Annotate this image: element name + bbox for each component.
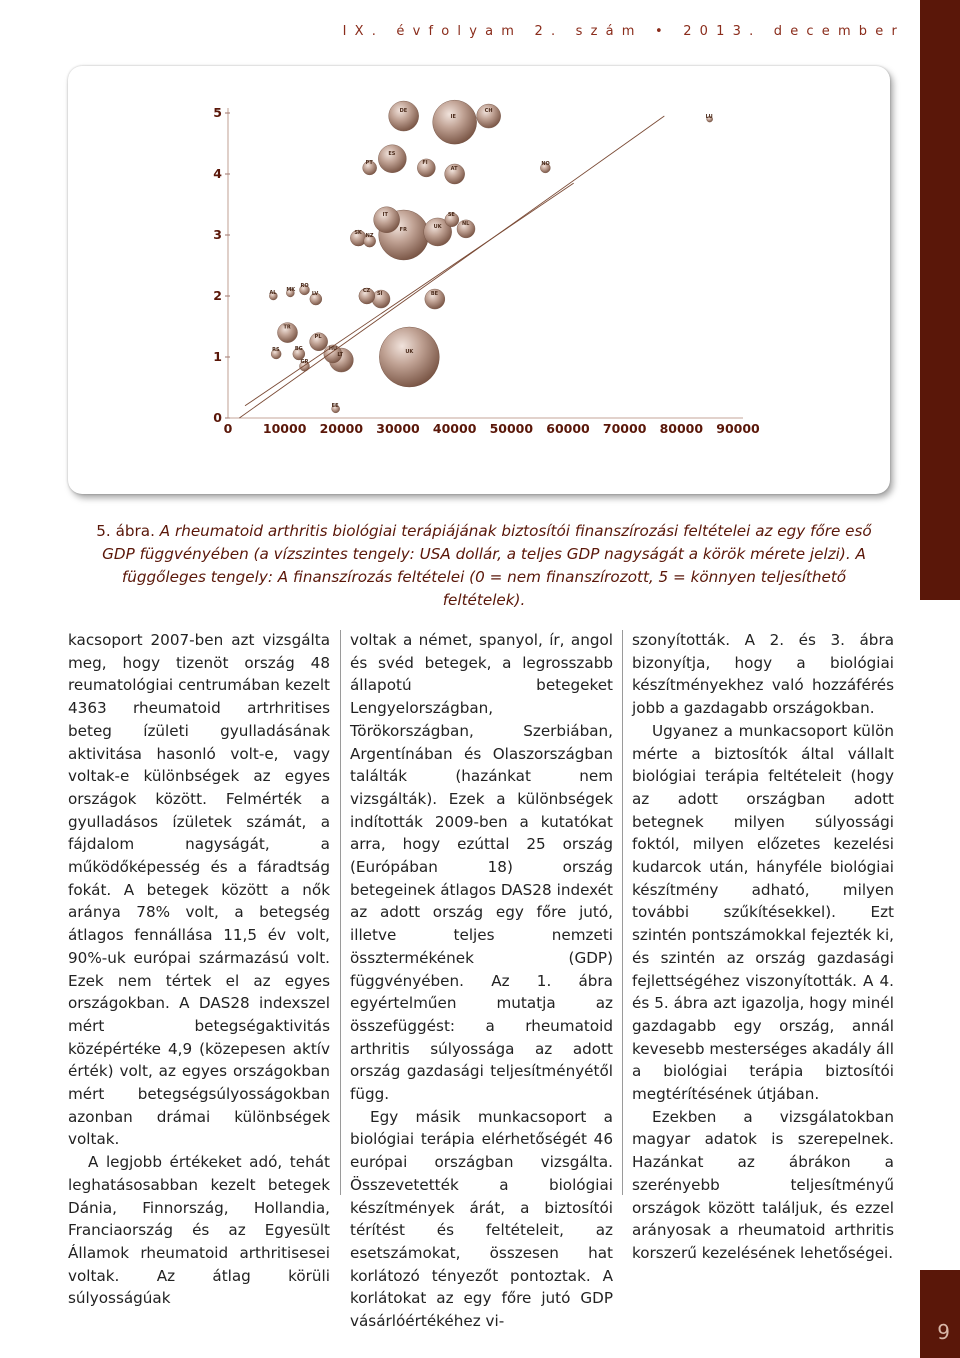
paragraph: kacsoport 2007-ben azt vizsgálta meg, hogy tizenöt ország 48 reumatológiai centrumában kezelt 4363 rheumatoid artrhritises beteg ízületi gyulladásának aktivitása hasonló volt-e, vagy voltak-e különbségek az egyes országok között. Felmérték a gyulladásos ízületek számát, a fájdalom nagyságát, a működőképesség és a fáradtság fokát. A betegek között a nők aránya 78% volt, a betegség átlagos fennállása 11,5 év volt, 90%-uk európai származású volt. Ezek nem tértek el az egyes országokban. A DAS28 indexszel mért betegségaktivitás középértéke 4,9 (közepesen aktív érték) volt, az egyes országokban mért betegségsúlyosságokban azonban drámai különbségek voltak. <box>68 631 330 1149</box>
figure-caption <box>84 520 884 612</box>
bubble-label-nl: NL <box>462 220 470 227</box>
bubble-label-fr: FR <box>399 227 407 233</box>
figure-caption-text: A rheumatoid arthritis biológiai terápiájának biztosítói finanszírozási feltételei az egy főre eső GDP függvényében (a vízszintes tengely: USA dollár, a teljes GDP nagyságát a körök mérete jelzi). A függőleges tengely: A finanszírozás feltételei (0 = nem finanszírozott, 5 = könnyen teljesíthető feltételek). <box>102 522 872 609</box>
x-tick-label: 70000 <box>602 421 647 436</box>
bubble-label-si: SI <box>377 291 383 298</box>
bubble-es <box>378 145 406 173</box>
bubble-label-no: NO <box>541 160 550 167</box>
x-tick-label: 50000 <box>489 421 534 436</box>
paragraph: voltak a német, spanyol, ír, angol és svéd betegek, a legrosszabb állapotú betegeket Lengyelországban, Törökországban, Szerbiában, Argentínában és Olaszországban találták (hazánkat nem vizsgálták). Ezek a különbségek indították 2009-ben a kutatókat arra, hogy ezúttal 25 ország (Európában 18) ország betegeinek átlagos DAS28 indexét az adott ország egy főre jutó, illetve teljes nemzeti össztermékének (GDP) függvényében. Az 1. ábra egyértelműen mutatja az összefüggést: a rheumatoid arthritis súlyossága az adott ország gazdasági teljesítményétől függ. <box>350 631 613 1104</box>
x-tick-label: 20000 <box>319 421 364 436</box>
bubble-label-hu: HU <box>328 345 338 352</box>
text-column-3 <box>632 629 894 1265</box>
y-tick-label: 1 <box>213 349 222 364</box>
bubble-it <box>374 207 400 233</box>
x-tick-label: 0 <box>223 421 233 436</box>
column-divider <box>622 630 623 1195</box>
bubble-label-pl: PL <box>314 333 322 340</box>
bubble-label-lu: LU <box>705 114 713 121</box>
figure-caption-label: 5. ábra. <box>96 522 155 540</box>
bubble-label-sk: SK <box>354 230 362 237</box>
bubble-label-ch: CH <box>484 108 493 115</box>
side-accent-bar <box>920 0 960 600</box>
bubble-label-es: ES <box>388 150 396 157</box>
journal-header: IX. évfolyam 2. szám • 2013. december <box>342 24 905 39</box>
column-divider <box>340 630 341 1195</box>
y-tick-label: 0 <box>213 410 222 425</box>
bubble-label-be: BE <box>430 291 439 298</box>
paragraph: Ezekben a vizsgálatokban magyar adatok is szerepelnek. Hazánkat az ábrákon a szerényebb teljesítményű országok között találjuk, és ezzel arányosak a rheumatoid arthritis korszerű kezelésének lehetőségei. <box>632 1107 894 1262</box>
bubble-chart <box>68 66 890 494</box>
bubble-label-ro: RO <box>300 282 309 289</box>
paragraph: Ugyanez a munkacsoport külön mérte a biztosítók által vállalt biológiai terápia feltételeit (hogy az adott országban adott betegnek milyen súlyossági foktól, milyen előzetes kezelési kudarcok után, hányféle biológiai készítmény adható, milyen további szűkítésekkel). Ezt szintén pontszámokkal fejezték ki, és szintén az ország gazdasági fejlettségéhez viszonyították. A 4. és 5. ábra azt igazolja, hogy minél gazdagabb egy ország, annál kevesebb mesterséges akadály áll a biológiai terápia biztosítói megtérítésének útjában. <box>632 721 894 1104</box>
bubble-label-lt: LT <box>337 352 344 359</box>
bubble-label-uk: UK <box>433 223 442 230</box>
bubble-label-ie: IE <box>450 114 456 121</box>
x-tick-label: 60000 <box>546 421 590 436</box>
x-tick-label: 80000 <box>659 421 704 436</box>
bubble-label-at: AT <box>450 166 458 172</box>
bubble-label-cz: CZ <box>362 288 371 294</box>
y-tick-label: 2 <box>213 288 222 303</box>
bubble-label-rs: RS <box>272 346 280 353</box>
y-tick-label: 5 <box>213 105 222 120</box>
y-tick-label: 3 <box>213 227 222 242</box>
bubble-label-lv: LV <box>311 291 319 298</box>
bubble-label-mk: MK <box>286 286 296 293</box>
bubble-label-uk: UK <box>405 349 414 355</box>
page-number-tab <box>920 1270 960 1358</box>
y-tick-label: 4 <box>213 166 222 181</box>
bubble-uk <box>379 327 439 387</box>
bubble-label-de: DE <box>399 108 408 115</box>
bubble-label-pt: PT <box>365 159 373 166</box>
text-column-1 <box>68 629 330 1310</box>
text-column-2 <box>350 629 613 1333</box>
bubble-label-fi: FI <box>422 159 428 166</box>
x-tick-label: 90000 <box>716 421 760 436</box>
page-number: 9 <box>937 1320 950 1344</box>
paragraph: A legjobb értékeket adó, tehát leghatásosabban kezelt betegek Dánia, Finnország, Hollandia, Franciaország és az Egyesült Államok rheumatoid arthritisesei voltak. Az átlag körüli súlyosságúak <box>68 1153 330 1308</box>
bubble-label-al: AL <box>269 290 277 296</box>
bubble-label-ee: EE <box>331 402 339 409</box>
bubble-label-nz: NZ <box>365 233 374 240</box>
paragraph: szonyították. A 2. és 3. ábra bizonyítja, hogy a biológiai készítményekhez való hozzáférés jobb a gazdagabb országokban. <box>632 631 894 718</box>
trend-line <box>239 116 664 418</box>
bubble-label-gr: GR <box>300 359 309 366</box>
bubble-label-se: SE <box>447 211 455 218</box>
bubble-de <box>389 101 419 131</box>
paragraph: Egy másik munkacsoport a biológiai terápia elérhetőségét 46 európai országban vizsgálta. Összevetették a biológiai készítmények árát, a biztosítói térítést és feltételeit, az esetszámokat, összesen hat korlátozó tényezőt pontoztak. A korlátokat az egy főre jutó GDP vásárlóértékéhez vi- <box>350 1107 613 1331</box>
bubble-ie <box>433 100 477 144</box>
bubble-label-it: IT <box>382 211 388 218</box>
figure-5-chart <box>68 66 890 494</box>
x-tick-label: 40000 <box>432 421 477 436</box>
bubble-label-bg: BG <box>294 345 303 352</box>
x-tick-label: 10000 <box>262 421 307 436</box>
bubble-label-tr: TR <box>283 324 291 331</box>
x-tick-label: 30000 <box>376 421 420 436</box>
